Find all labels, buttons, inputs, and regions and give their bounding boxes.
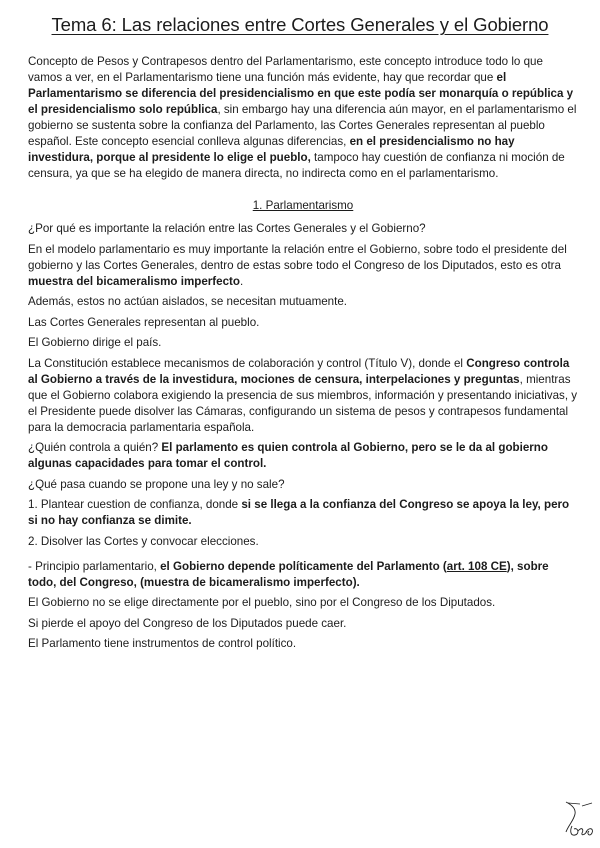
paragraph-7-bold: El parlamento es quien controla al Gobierno, pero se le da al gobierno algunas capacidades para tomar el control. <box>28 441 548 470</box>
paragraph-11-bold-2: ), sobre todo, del Congreso, (muestra de bicameralismo imperfecto). <box>28 559 549 589</box>
signature-image <box>558 800 596 840</box>
paragraph-6-text-1: La Constitución establece mecanismos de colaboración y control (Título V), donde el <box>28 356 467 370</box>
paragraph-6 <box>28 356 578 436</box>
paragraph-11-bold-1: el Gobierno depende políticamente del Parlamento ( <box>160 559 447 573</box>
section-heading: 1. Parlamentarismo <box>252 199 354 212</box>
paragraph-9 <box>28 497 578 529</box>
paragraph-4: Las Cortes Generales representan al pueblo. <box>28 315 260 329</box>
paragraph-8: ¿Qué pasa cuando se propone una ley y no sale? <box>28 477 285 491</box>
paragraph-10: 2. Disolver las Cortes y convocar elecciones. <box>28 534 259 548</box>
intro-text-2: , sin embargo hay una diferencia aún mayor, en el parlamentarismo el gobierno se sustenta sobre la confianza del Parlamento, las Cortes Generales representan al pueblo español. Este concepto esencial conlleva algunas diferencias, <box>28 103 577 148</box>
intro-text-1: Concepto de Pesos y Contrapesos dentro del Parlamentarismo, este concepto introduce todo lo que vamos a ver, en el Parlamentarismo tiene una función más evidente, hay que recordar que <box>28 55 543 84</box>
intro-paragraph <box>28 54 578 182</box>
intro-bold-2: en el presidencialismo no hay investidura, porque al presidente lo elige el pueblo, <box>28 135 515 164</box>
paragraph-2-end: . <box>240 274 244 288</box>
paragraph-9-text: 1. Plantear cuestion de confianza, donde <box>28 498 242 511</box>
document-title: Tema 6: Las relaciones entre Cortes Generales y el Gobierno <box>51 14 549 35</box>
paragraph-5: El Gobierno dirige el país. <box>28 336 162 349</box>
paragraph-2 <box>28 242 578 290</box>
paragraph-7 <box>28 440 578 472</box>
paragraph-9-bold: si se llega a la confianza del Congreso se apoya la ley, pero si no hay confianza se dimite. <box>28 498 570 527</box>
paragraph-6-bold: Congreso controla al Gobierno a través de la investidura, mociones de censura, interpelaciones y preguntas <box>28 356 570 386</box>
question-paragraph: ¿Por qué es importante la relación entre las Cortes Generales y el Gobierno? <box>28 222 426 235</box>
paragraph-2-text: En el modelo parlamentario es muy importante la relación entre el Gobierno, sobre todo el presidente del gobierno y las Cortes Generales, dentro de estas sobre todo el Congreso de los Diputados, esto es otra <box>28 242 567 272</box>
intro-bold-1: el Parlamentarismo se diferencia del presidencialismo en que este podía ser monarquía o república y el presidencialismo solo república <box>28 71 574 116</box>
paragraph-13: Si pierde el apoyo del Congreso de los Diputados puede caer. <box>28 616 347 630</box>
paragraph-2-bold: muestra del bicameralismo imperfecto <box>28 274 240 288</box>
paragraph-11-text: - Principio parlamentario, <box>28 559 161 573</box>
paragraph-3: Además, estos no actúan aislados, se necesitan mutuamente. <box>28 295 348 308</box>
paragraph-11 <box>28 559 578 591</box>
article-reference: art. 108 CE <box>446 559 507 573</box>
paragraph-6-text-2: , mientras que el Gobierno colabora exigiendo la presencia de sus miembros, información y presentando iniciativas, y el Presidente puede disolver las Cámaras, configurando un sistema de pesos y contrapesos fundamental para la democracia parlamentaria española. <box>28 372 578 434</box>
paragraph-7-text: ¿Quién controla a quién? <box>28 441 162 454</box>
document-body <box>28 54 578 657</box>
paragraph-14: El Parlamento tiene instrumentos de control político. <box>28 637 297 650</box>
paragraph-12: El Gobierno no se elige directamente por el pueblo, sino por el Congreso de los Diputados. <box>28 596 496 609</box>
intro-text-3: tampoco hay cuestión de confianza ni moción de censura, ya que se ha elegido de manera directa, no indirecta como en el parlamentarismo. <box>28 151 565 180</box>
